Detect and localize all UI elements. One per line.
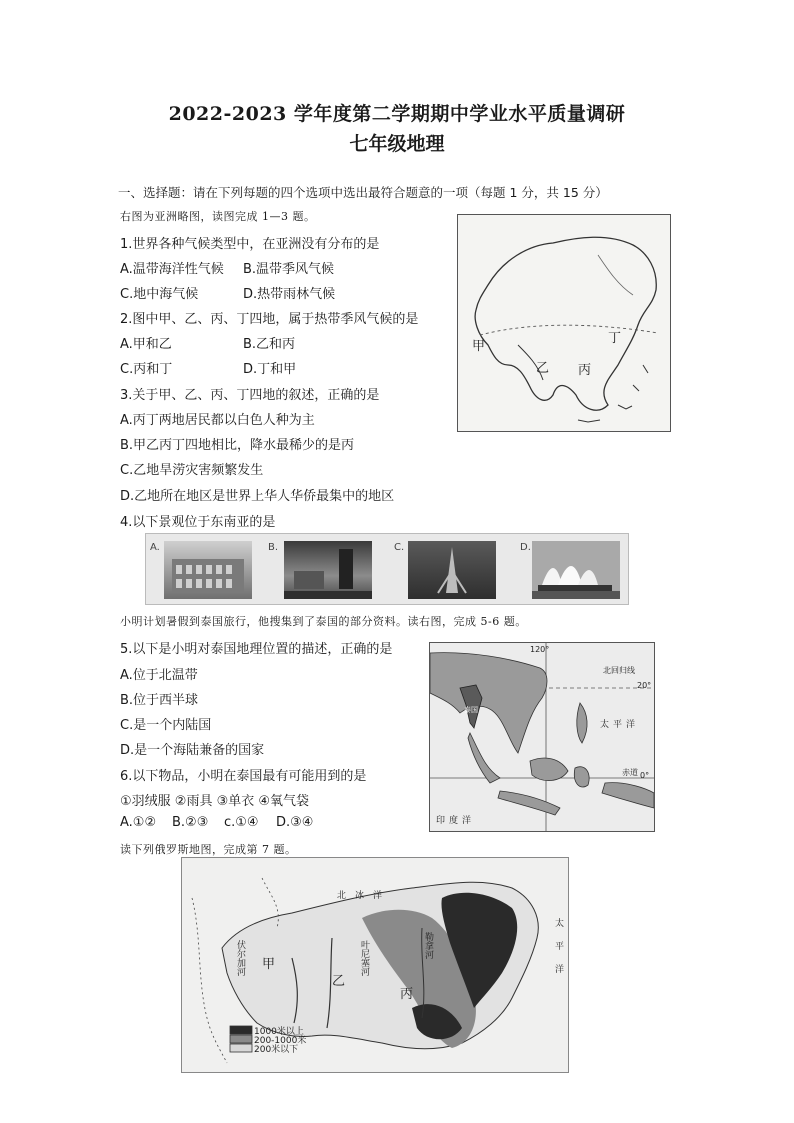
q5-option-b: B.位于西半球 [120, 693, 199, 708]
q3-stem: 3.关于甲、乙、丙、丁四地的叙述，正确的是 [120, 388, 380, 403]
russia-map-label-yi: 乙 [332, 974, 346, 989]
q3-option-d: D.乙地所在地区是世界上华人华侨最集中的地区 [120, 489, 395, 504]
sea-map-lon-label: 120° [530, 645, 550, 654]
thailand-intro: 小明计划暑假到泰国旅行，他搜集到了泰国的部分资料。读右图，完成 5-6 题。 [120, 615, 527, 628]
page-subtitle: 七年级地理 [349, 133, 445, 155]
russia-map-label-jia: 甲 [262, 957, 276, 972]
russia-map-yenisei-label: 叶尼塞河 [359, 940, 369, 976]
q2-option-c: C.丙和丁 [120, 362, 173, 377]
merlion-icon [284, 541, 372, 599]
q2-option-b: B.乙和丙 [243, 337, 296, 352]
q2-stem: 2.图中甲、乙、丙、丁四地，属于热带季风气候的是 [120, 312, 419, 327]
q5-option-c: C.是一个内陆国 [120, 718, 212, 733]
q6-option-a: A.①② [120, 815, 157, 830]
q1-option-c: C.地中海气候 [120, 287, 199, 302]
legend-item-mid: 200-1000米 [254, 1036, 307, 1046]
asia-map-label-bing: 丙 [578, 363, 592, 378]
russia-map-pacific-label: 太平洋 [553, 918, 563, 987]
q1-stem: 1.世界各种气候类型中，在亚洲没有分布的是 [120, 237, 380, 252]
q6-items: ①羽绒服 ②雨具 ③单衣 ④氧气袋 [120, 794, 310, 809]
photo-d-opera-house [532, 541, 620, 599]
asia-map-label-ding: 丁 [608, 331, 622, 346]
q2-option-a: A.甲和乙 [120, 337, 172, 352]
sea-map-indian-label: 印度洋 [436, 816, 476, 826]
asia-map [457, 214, 671, 432]
russia-map-intro: 读下列俄罗斯地图，完成第 7 题。 [120, 843, 297, 856]
photo-c-label: C. [394, 542, 405, 553]
photo-d-label: D. [520, 542, 531, 553]
russia-map-lena-label: 勒拿河 [423, 932, 433, 959]
sea-map-equator-label: 赤道 [622, 768, 638, 777]
q2-option-d: D.丁和甲 [243, 362, 297, 377]
russia-map-volga-label: 伏尔加河 [235, 940, 245, 976]
sea-map-pacific-label: 太平洋 [600, 720, 640, 730]
legend-item-low: 200米以下 [254, 1045, 299, 1055]
legend-item-high: 1000米以上 [254, 1027, 304, 1037]
photo-b-label: B. [268, 542, 279, 553]
q6-option-d: D.③④ [276, 815, 314, 830]
page-title: 2022-2023 学年度第二学期期中学业水平质量调研 [168, 103, 626, 125]
q6-option-c: c.①④ [224, 815, 259, 830]
q6-stem: 6.以下物品，小明在泰国最有可能用到的是 [120, 769, 367, 784]
q3-option-b: B.甲乙丙丁四地相比，降水最稀少的是丙 [120, 438, 355, 453]
photo-a-label: A. [150, 542, 160, 553]
q3-option-c: C.乙地旱涝灾害频繁发生 [120, 463, 264, 478]
q5-option-d: D.是一个海陆兼备的国家 [120, 743, 265, 758]
q6-option-b: B.②③ [172, 815, 209, 830]
opera-house-icon [532, 541, 620, 599]
asia-map-label-jia: 甲 [472, 339, 486, 354]
photo-c-eiffel [408, 541, 496, 599]
q5-option-a: A.位于北温带 [120, 668, 198, 683]
sea-map-thailand-label: 泰国 [464, 706, 478, 714]
russia-map [181, 857, 569, 1073]
q4-stem: 4.以下景观位于东南亚的是 [120, 515, 276, 530]
q1-option-d: D.热带雨林气候 [243, 287, 336, 302]
russia-map-label-bing: 丙 [400, 987, 414, 1002]
q4-photo-strip [145, 533, 629, 605]
q1-option-b: B.温带季风气候 [243, 262, 335, 277]
section-heading: 一、选择题：请在下列每题的四个选项中选出最符合题意的一项（每题 1 分，共 15 分） [118, 185, 608, 200]
russia-map-arctic-label: 北冰洋 [337, 891, 392, 901]
colosseum-icon [164, 541, 252, 599]
q3-option-a: A.丙丁两地居民都以白色人种为主 [120, 413, 315, 428]
sea-map-tropic-label: 北回归线 [603, 666, 635, 675]
photo-a-colosseum [164, 541, 252, 599]
asia-map-label-yi: 乙 [536, 361, 550, 376]
q5-stem: 5.以下是小明对泰国地理位置的描述，正确的是 [120, 642, 393, 657]
q1-option-a: A.温带海洋性气候 [120, 262, 224, 277]
asia-map-outline [458, 215, 670, 431]
photo-b-merlion [284, 541, 372, 599]
sea-map-lat0-label: 0° [640, 771, 650, 780]
eiffel-tower-icon [408, 541, 496, 599]
sea-map-lat20-label: 20° [637, 681, 652, 690]
southeast-asia-map [429, 642, 655, 832]
asia-map-intro: 右图为亚洲略图，读图完成 1—3 题。 [120, 210, 316, 223]
